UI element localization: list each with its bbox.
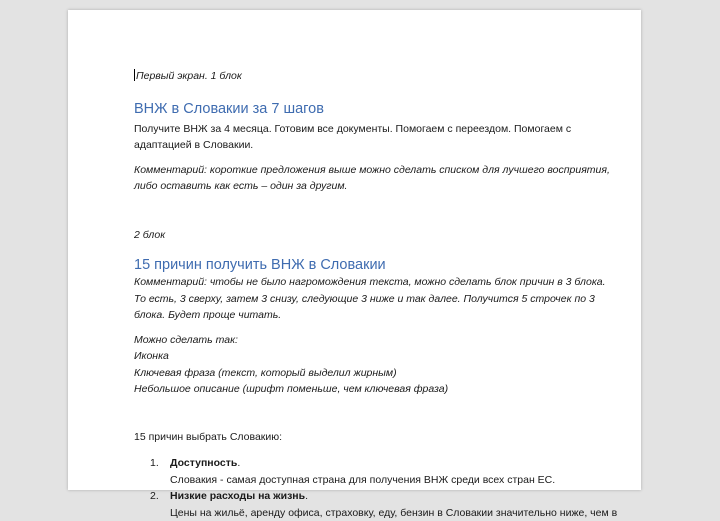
block2-suggestion xyxy=(134,332,634,398)
block1-comment-line: Комментарий: короткие предложения выше можно сделать списком для лучшего восприятия, xyxy=(134,162,634,179)
block1-label: Первый экран. 1 блок xyxy=(136,70,242,82)
list-item-number: 1. xyxy=(150,455,159,472)
list-item xyxy=(150,455,634,488)
suggestion-line: Ключевая фраза (текст, который выделил жирным) xyxy=(134,365,634,382)
block1-comment-line: либо оставить как есть – один за другим. xyxy=(134,178,634,195)
block1-label-line xyxy=(134,68,634,85)
reasons-intro: 15 причин выбрать Словакию: xyxy=(134,429,634,446)
block2-label: 2 блок xyxy=(134,227,634,244)
block1-body-line: адаптацией в Словакии. xyxy=(134,137,634,154)
block2-comment-line: блока. Будет проще читать. xyxy=(134,307,634,324)
block2-comment xyxy=(134,274,634,324)
list-item-description: Цены на жильё, аренду офиса, страховку, еду, бензин в Словакии значительно ниже, чем в xyxy=(170,505,634,521)
block1-body xyxy=(134,121,634,154)
list-item-number: 2. xyxy=(150,488,159,505)
text-cursor xyxy=(134,69,135,81)
list-item-title: Доступность xyxy=(170,457,237,469)
suggestion-line: Иконка xyxy=(134,348,634,365)
reasons-list xyxy=(134,455,634,521)
block1-heading: ВНЖ в Словакии за 7 шагов xyxy=(134,100,634,118)
document-page xyxy=(68,10,641,490)
suggestion-line: Можно сделать так: xyxy=(134,332,634,349)
list-item-title-suffix: . xyxy=(237,457,240,469)
suggestion-line: Небольшое описание (шрифт поменьше, чем ключевая фраза) xyxy=(134,381,634,398)
block1-comment xyxy=(134,162,634,195)
block2-comment-line: Комментарий: чтобы не было нагромождения текста, можно сделать блок причин в 3 блока. xyxy=(134,274,634,291)
list-item xyxy=(150,488,634,521)
block2-comment-line: То есть, 3 сверху, затем 3 снизу, следующие 3 ниже и так далее. Получится 5 строчек по 3 xyxy=(134,291,634,308)
list-item-description: Словакия - самая доступная страна для получения ВНЖ среди всех стран ЕС. xyxy=(170,472,634,489)
list-item-title-suffix: . xyxy=(305,490,308,502)
document-content xyxy=(134,68,634,521)
block2-heading: 15 причин получить ВНЖ в Словакии xyxy=(134,256,634,274)
list-item-title: Низкие расходы на жизнь xyxy=(170,490,305,502)
block1-body-line: Получите ВНЖ за 4 месяца. Готовим все документы. Помогаем с переездом. Помогаем с xyxy=(134,121,634,138)
